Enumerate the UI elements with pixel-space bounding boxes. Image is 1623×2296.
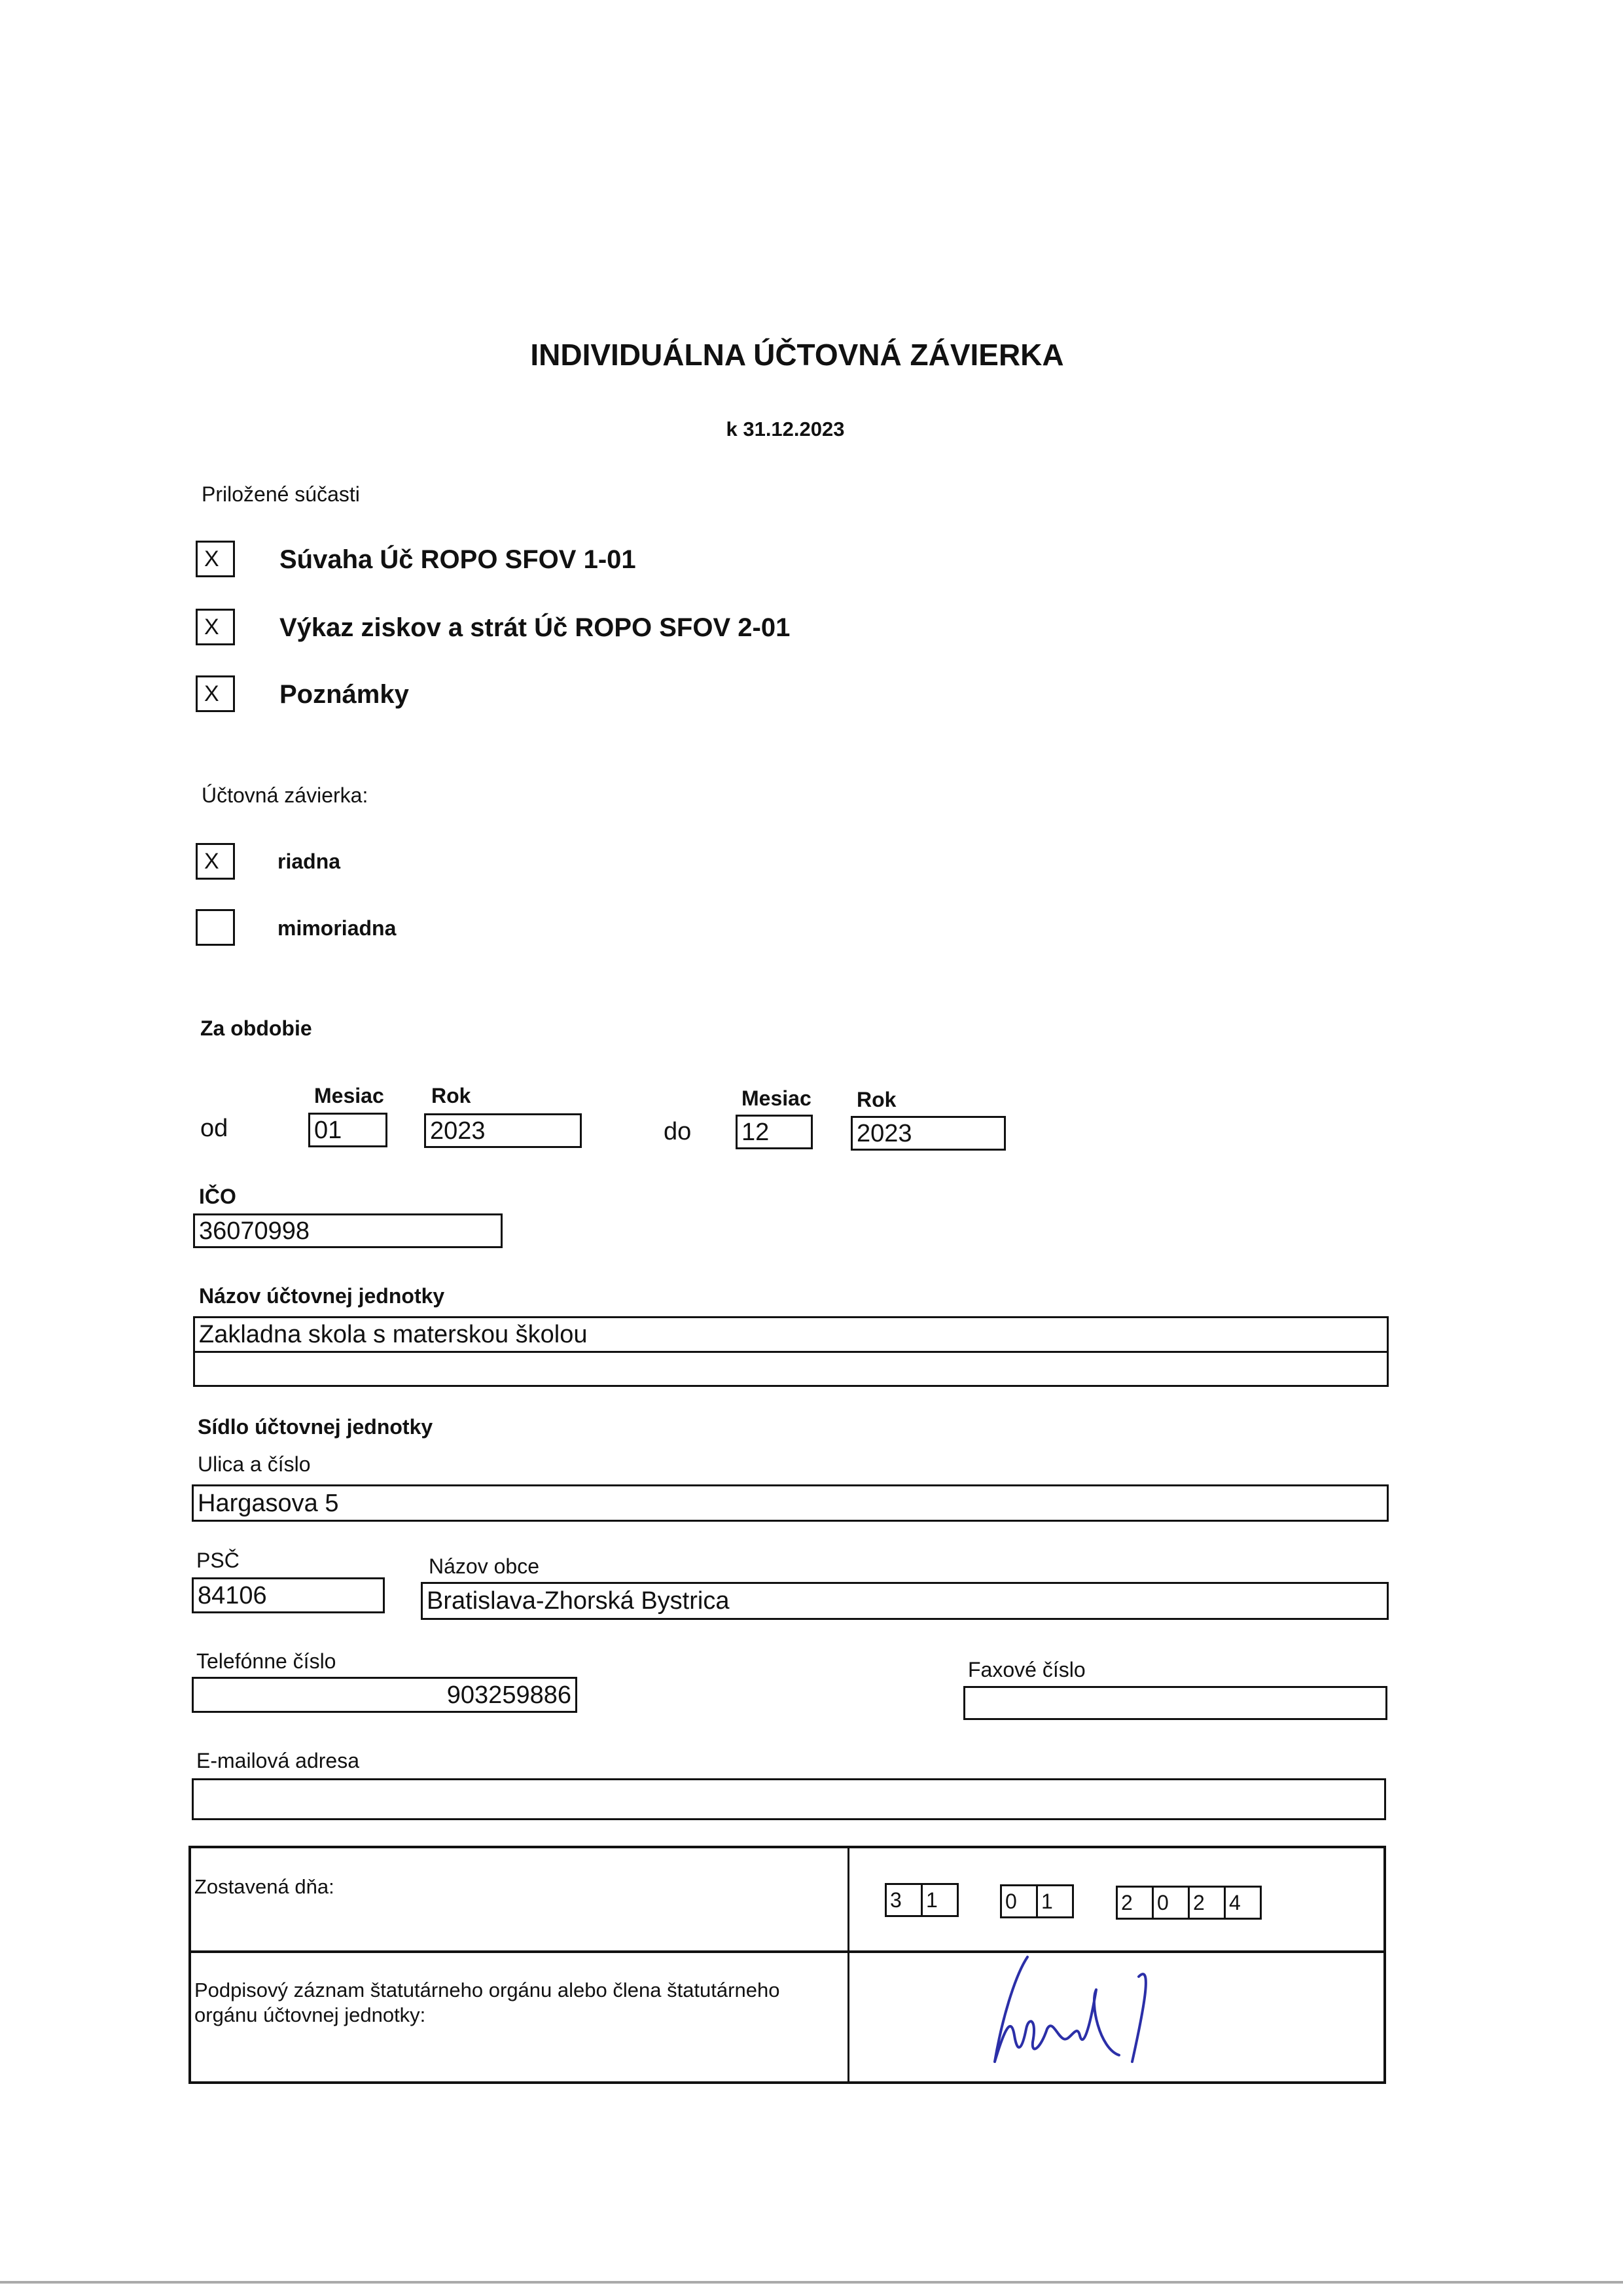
from-month-field[interactable]: [308, 1113, 387, 1147]
from-month-label: Mesiac: [314, 1084, 384, 1107]
attachment-label-notes: Poznámky: [279, 680, 409, 709]
city-label: Názov obce: [429, 1554, 539, 1578]
closing-type-heading: Účtovná závierka:: [202, 783, 368, 807]
closing-regular-checkbox[interactable]: X: [196, 843, 235, 880]
period-heading: Za obdobie: [200, 1016, 312, 1040]
from-year-label: Rok: [431, 1084, 471, 1107]
phone-value: 903259886: [446, 1681, 571, 1709]
to-year-label: Rok: [857, 1088, 897, 1111]
attachment-label-profit-loss: Výkaz ziskov a strát Úč ROPO SFOV 2-01: [279, 613, 791, 642]
address-heading: Sídlo účtovnej jednotky: [198, 1415, 433, 1439]
date-line: k 31.12.2023: [726, 418, 845, 440]
entity-name-value-line1: Zakladna skola s materskou školou: [199, 1321, 588, 1348]
closing-extraordinary-checkbox[interactable]: [196, 909, 235, 946]
city-field[interactable]: [421, 1582, 1389, 1620]
entity-name-value-line2: [195, 1353, 1387, 1385]
attachments-heading: Priložené súčasti: [202, 482, 360, 506]
compiled-month-digit[interactable]: 0: [1000, 1884, 1038, 1918]
ico-field[interactable]: [193, 1213, 503, 1248]
signature-label: Podpisový záznam štatutárneho orgánu alebo člena štatutárneho orgánu účtovnej jednotky:: [194, 1979, 780, 2026]
compiled-year-digit[interactable]: 2: [1188, 1886, 1226, 1920]
compiled-day-digit[interactable]: 1: [921, 1883, 959, 1917]
street-label: Ulica a číslo: [198, 1452, 311, 1476]
from-year-field[interactable]: [424, 1113, 582, 1148]
to-year-field[interactable]: [851, 1116, 1006, 1151]
attachment-checkbox-balance[interactable]: X: [196, 541, 235, 577]
compiled-year-digit[interactable]: 2: [1116, 1886, 1154, 1920]
to-month-field[interactable]: [736, 1115, 813, 1149]
compiled-year-digit[interactable]: 0: [1152, 1886, 1190, 1920]
attachment-label-balance: Súvaha Úč ROPO SFOV 1-01: [279, 545, 636, 574]
fax-label: Faxové číslo: [968, 1658, 1086, 1681]
email-value: [194, 1780, 1384, 1818]
table-column-divider: [847, 1848, 849, 2081]
phone-label: Telefónne číslo: [196, 1649, 336, 1673]
entity-name-field-line2[interactable]: [193, 1351, 1389, 1387]
document-title: INDIVIDUÁLNA ÚČTOVNÁ ZÁVIERKA: [530, 338, 1064, 372]
email-field[interactable]: [192, 1778, 1386, 1820]
fax-value: [965, 1688, 1385, 1718]
to-year-value: 2023: [857, 1119, 912, 1147]
to-label: do: [664, 1118, 692, 1145]
scan-edge-line: [0, 2281, 1623, 2284]
street-field[interactable]: [192, 1484, 1389, 1522]
compiled-year-digit[interactable]: 4: [1224, 1886, 1262, 1920]
psc-field[interactable]: [192, 1577, 385, 1613]
street-value: Hargasova 5: [198, 1489, 339, 1517]
city-value: Bratislava-Zhorská Bystrica: [427, 1587, 730, 1615]
attachment-checkbox-notes[interactable]: X: [196, 675, 235, 712]
psc-label: PSČ: [196, 1549, 240, 1572]
ico-value: 36070998: [199, 1217, 310, 1245]
to-month-label: Mesiac: [741, 1086, 812, 1110]
phone-field[interactable]: [192, 1677, 577, 1713]
attachment-checkbox-profit-loss[interactable]: X: [196, 609, 235, 645]
ico-label: IČO: [199, 1185, 236, 1208]
fax-field[interactable]: [963, 1686, 1387, 1720]
from-label: od: [200, 1115, 228, 1142]
signature-image: [949, 1950, 1276, 2081]
entity-name-field-line1[interactable]: [193, 1316, 1389, 1353]
compiled-month-digit[interactable]: 1: [1036, 1884, 1074, 1918]
closing-regular-label: riadna: [277, 850, 341, 873]
entity-name-label: Názov účtovnej jednotky: [199, 1284, 445, 1308]
compiled-label: Zostavená dňa:: [194, 1875, 334, 1898]
psc-value: 84106: [198, 1581, 267, 1609]
email-label: E-mailová adresa: [196, 1749, 359, 1772]
closing-extraordinary-label: mimoriadna: [277, 916, 397, 940]
compiled-day-digit[interactable]: 3: [885, 1883, 923, 1917]
from-year-value: 2023: [430, 1117, 486, 1145]
to-month-value: 12: [741, 1118, 770, 1146]
from-month-value: 01: [314, 1116, 342, 1144]
